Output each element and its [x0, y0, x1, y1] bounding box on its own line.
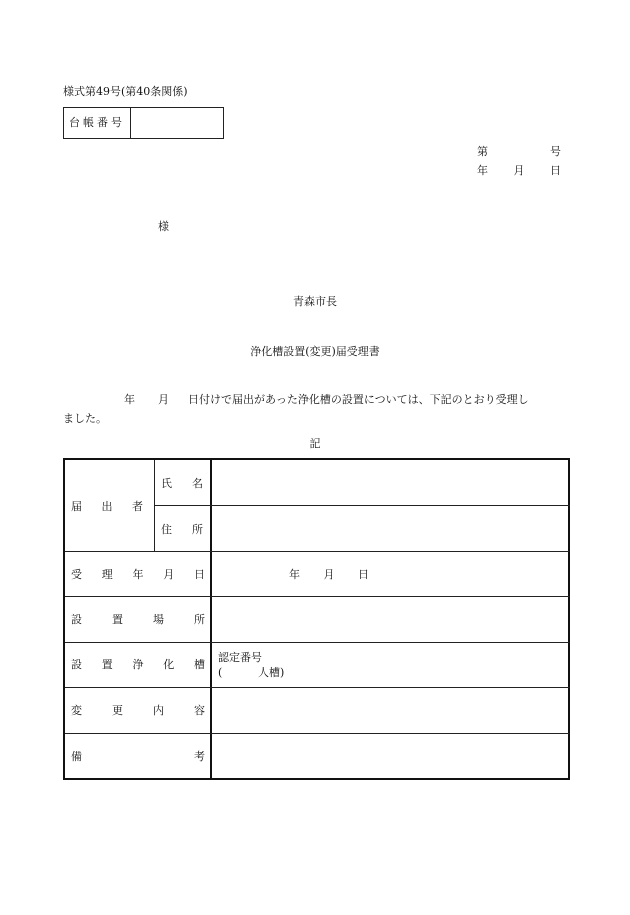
body-continuation: ました。	[63, 412, 107, 425]
ledger-number-label: 台帳番号	[69, 116, 125, 129]
issue-year: 年	[477, 164, 488, 177]
name-label: 氏 名	[161, 477, 203, 490]
receipt-table	[63, 458, 570, 780]
addressee-honorific: 様	[158, 220, 169, 233]
capacity-unit: 人槽)	[258, 666, 285, 679]
row-divider-5	[65, 733, 570, 734]
ki-heading: 記	[309, 437, 321, 450]
tank-label: 設 置 浄 化 槽	[71, 658, 205, 671]
row-divider-2	[65, 596, 570, 597]
issuer: 青森市長	[293, 295, 337, 308]
notifier-label: 届 出 者	[71, 500, 143, 513]
document-title: 浄化槽設置(変更)届受理書	[250, 345, 380, 358]
remarks-label: 備 考	[71, 750, 205, 763]
row-divider-4	[65, 687, 570, 688]
ledger-divider	[130, 108, 131, 138]
issue-month: 月	[513, 164, 525, 177]
issue-date-line	[477, 165, 561, 176]
ledger-number-box	[63, 107, 224, 139]
number-prefix: 第	[477, 145, 488, 158]
issue-day: 日	[550, 164, 561, 177]
document-number-line	[477, 146, 561, 157]
receipt-date-label: 受 理 年 月 日	[71, 568, 205, 581]
row-divider-1	[65, 551, 570, 552]
address-label: 住 所	[161, 523, 203, 536]
capacity-open: (	[218, 666, 223, 679]
row-divider-3	[65, 642, 570, 643]
body-month: 月	[158, 393, 169, 406]
changes-label: 変 更 内 容	[71, 704, 205, 717]
row-divider-name-address	[154, 505, 570, 506]
body-year: 年	[124, 393, 135, 406]
receipt-date-value: 年 月 日	[289, 568, 369, 581]
form-number: 様式第49号(第40条関係)	[63, 85, 188, 98]
location-label: 設 置 場 所	[71, 613, 205, 626]
body-text: 日付けで届出があった浄化槽の設置については、下記のとおり受理し	[188, 393, 529, 406]
certification-number-label: 認定番号	[218, 651, 262, 664]
label-column-divider	[210, 460, 212, 778]
number-suffix: 号	[550, 145, 561, 158]
